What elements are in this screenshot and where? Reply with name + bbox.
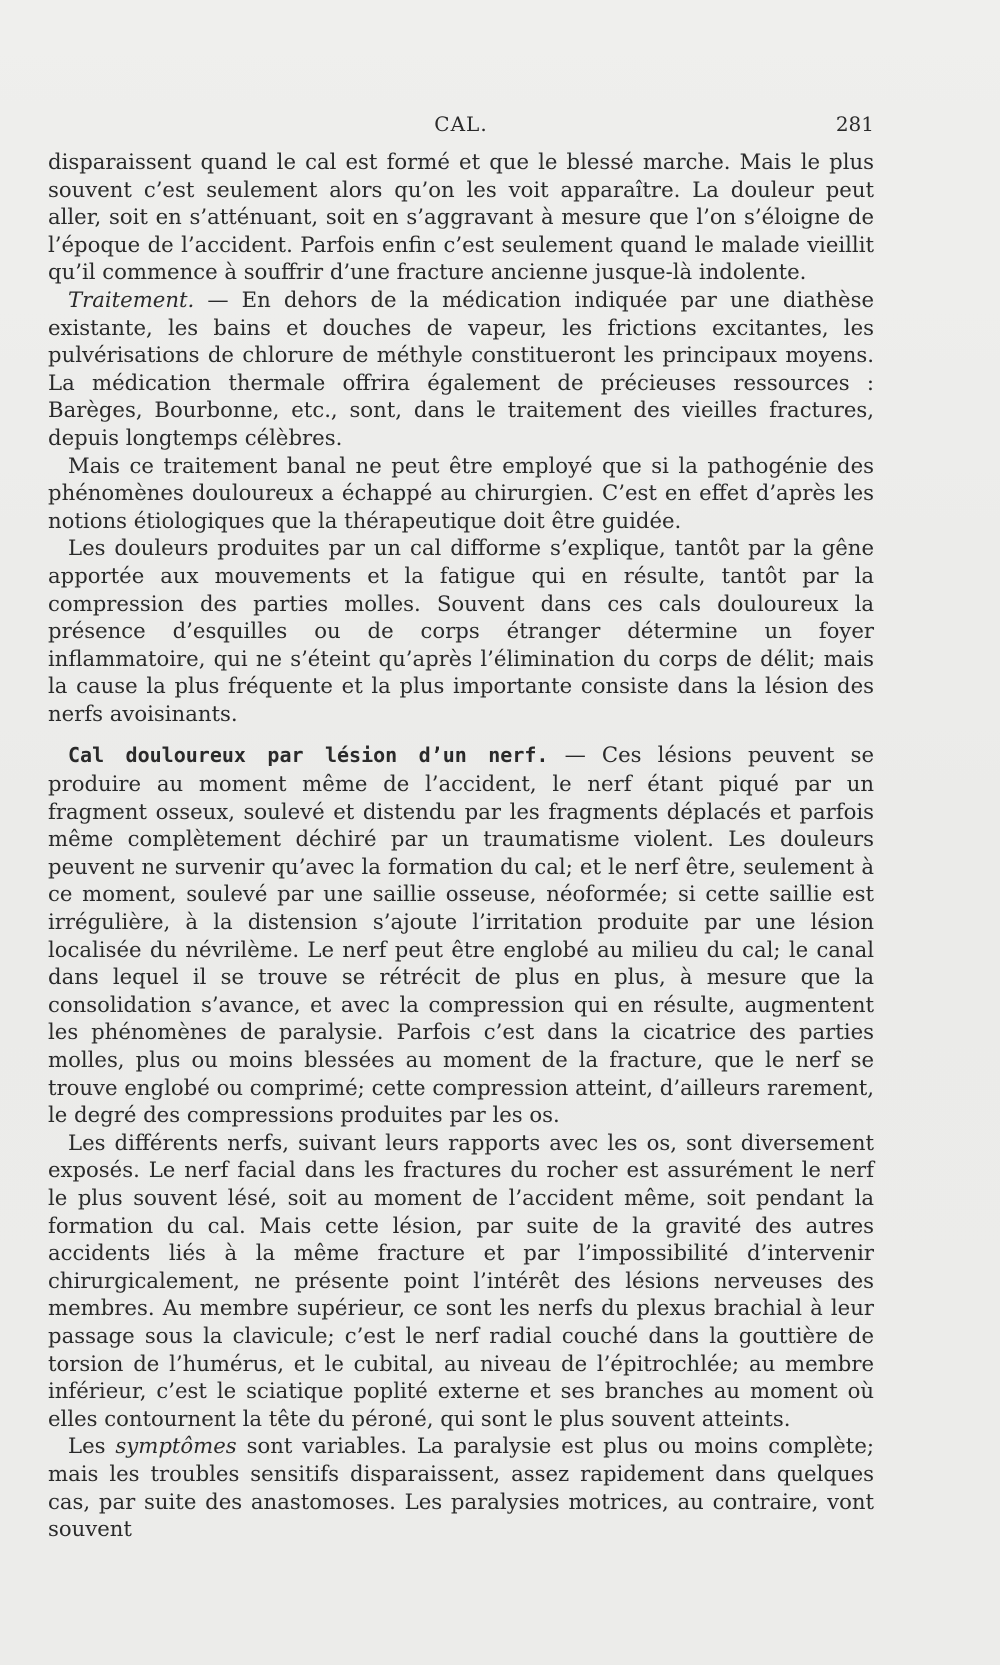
paragraph-pathogenie: Mais ce traitement banal ne peut être employé que si la pathogénie des phénomènes douloureux a échappé au chirurgien. C’est en effet d’après les notions étiologiques que la thérapeutique doit être guidée. [48, 452, 874, 533]
symptomes-text: sont variables. La paralysie est plus ou moins complète; mais les troubles sensitifs disparaissent, assez rapidement dans quelques cas, par suite des anastomoses. Les paralysies motrices, au contraire, vont souvent [48, 1433, 875, 1542]
paragraph-nerfs: Les différents nerfs, suivant leurs rapports avec les os, sont diversement exposés. Le nerf facial dans les fractures du rocher est assurément le nerf le plus souvent lésé, soit au moment de l’accident même, soit pendant la formation du cal. Mais cette lésion, par suite de la gravité des autres accidents liés à la même fracture et par l’impossibilité d’intervenir chirurgicalement, ne présente point l’intérêt des lésions nerveuses des membres. Au membre supérieur, ce sont les nerfs du plexus brachial à leur passage sous la clavicule; c’est le nerf radial couché dans la gouttière de torsion de l’humérus, et le cubital, au niveau de l’épitrochlée; au membre inférieur, c’est le sciatique poplité externe et ses branches au moment où elles contournent la tête du péroné, qui sont le plus souvent atteints. [48, 1129, 874, 1431]
page-number: 281 [835, 112, 874, 136]
section-heading: Cal douloureux par lésion d’un nerf. [68, 743, 549, 768]
symptomes-term: symptômes [115, 1433, 237, 1459]
body-text [48, 148, 874, 1543]
paragraph-symptomes [48, 1432, 874, 1542]
traitement-text: — En dehors de la médication indiquée par une diathèse existante, les bains et douches de vapeur, les frictions excitantes, les pulvérisations de chlorure de méthyle constitueront les principaux moyens. La médication thermale offrira également de précieuses ressources : Barèges, Bourbonne, etc., sont, dans le traitement des vieilles fractures, depuis longtemps célèbres. [48, 286, 874, 450]
paragraph-douleurs: Les douleurs produites par un cal difforme s’explique, tantôt par la gêne apportée aux mouvements et la fatigue qui en résulte, tantôt par la compression des parties molles. Souvent dans ces cals douloureux la présence d’esquilles ou de corps étranger détermine un foyer inflammatoire, qui ne s’éteint qu’après l’élimination du corps de délit; mais la cause la plus fréquente et la plus importante consiste dans la lésion des nerfs avoisinants. [48, 535, 874, 726]
section-text: — Ces lésions peuvent se produire au moment même de l’accident, le nerf étant piqué par un fragment osseux, soulevé et distendu par les fragments déplacés et parfois même complètement déchiré par un traumatisme violent. Les douleurs peuvent ne survenir qu’avec la formation du cal; et le nerf être, seulement à ce moment, soulevé par une saillie osseuse, néoformée; si cette saillie est irrégulière, à la distension s’ajoute l’irritation produite par une lésion localisée du névrilème. Le nerf peut être englobé au milieu du cal; le canal dans lequel il se trouve se rétrécit de plus en plus, à mesure que la consolidation s’avance, et avec la compression qui en résulte, augmentent les phénomènes de paralysie. Parfois c’est dans la cicatrice des parties molles, plus ou moins blessées au moment de la fracture, que le nerf se trouve englobé ou comprimé; cette compression atteint, d’ailleurs rarement, le degré des compressions produites par les os. [48, 742, 874, 1128]
traitement-lead: Traitement. [68, 286, 195, 312]
paragraph-cal-douloureux [48, 741, 874, 1128]
paragraph-traitement [48, 286, 874, 452]
running-title: CAL. [434, 112, 488, 136]
symptomes-pre: Les [68, 1433, 116, 1459]
page-header [48, 112, 874, 142]
paragraph-continuation: disparaissent quand le cal est formé et que le blessé marche. Mais le plus souvent c’est seulement alors qu’on les voit apparaître. La douleur peut aller, soit en s’atténuant, soit en s’aggravant à mesure que l’on s’éloigne de l’époque de l’accident. Parfois enfin c’est seulement quand le malade vieillit qu’il commence à souffrir d’une fracture ancienne jusque-là indolente. [48, 149, 874, 285]
